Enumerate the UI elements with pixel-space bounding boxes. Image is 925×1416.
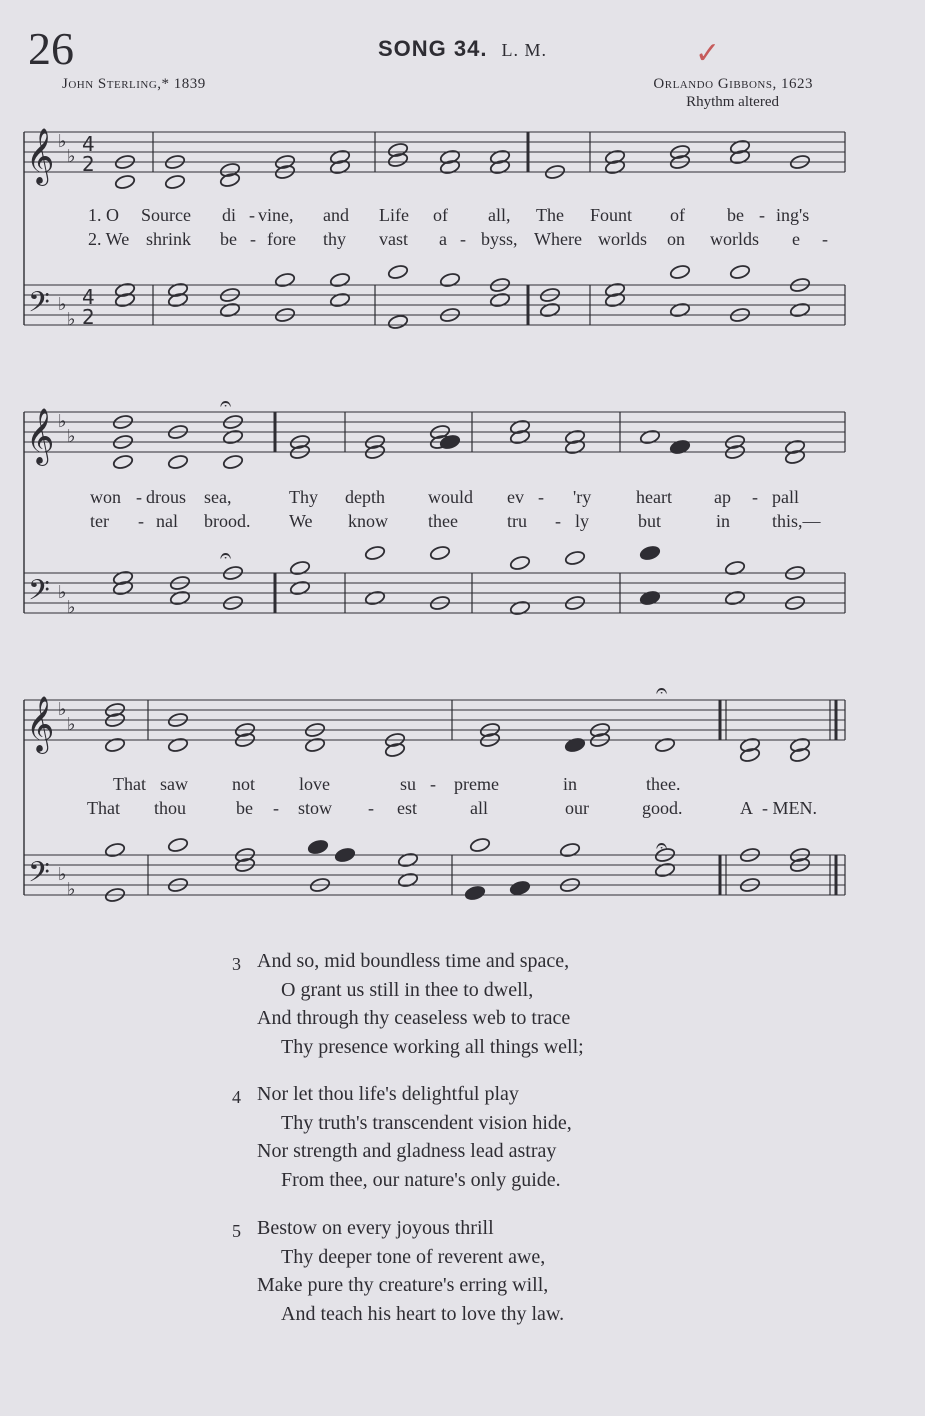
lyric-syllable: pall: [772, 487, 799, 507]
note-head: [219, 302, 240, 318]
note-head: [387, 314, 408, 330]
lyric-syllable: not: [232, 774, 256, 794]
lyric-syllable: ev: [507, 487, 524, 507]
lyric-syllable: in: [716, 511, 731, 531]
lyric-syllable: That: [87, 798, 120, 818]
stanza-line: From thee, our nature's only guide.: [281, 1168, 561, 1191]
lyric-syllable: - MEN.: [762, 798, 817, 818]
note-head: [464, 885, 485, 901]
stanza-number: 3: [232, 954, 241, 974]
note-head: [654, 737, 675, 753]
lyric-syllable: -: [555, 511, 561, 531]
note-head: [364, 590, 385, 606]
lyric-syllable: all,: [488, 205, 511, 225]
lyric-syllable: of: [433, 205, 448, 225]
note-head: [104, 842, 125, 858]
lyric-syllable: thee.: [646, 774, 681, 794]
note-head: [167, 837, 188, 853]
lyric-syllable: of: [670, 205, 685, 225]
fermata-icon: 𝄐: [656, 678, 668, 702]
lyric-syllable: drous: [146, 487, 186, 507]
lyric-syllable: Thy: [289, 487, 318, 507]
note-head: [112, 454, 133, 470]
stanza-line: And teach his heart to love thy law.: [281, 1302, 565, 1325]
note-head: [539, 302, 560, 318]
lyric-syllable: all: [470, 798, 488, 818]
note-head: [222, 429, 243, 445]
lyric-syllable: but: [638, 511, 662, 531]
lyric-syllable: -: [273, 798, 279, 818]
stanza-line: Thy deeper tone of reverent awe,: [281, 1245, 546, 1268]
treble-clef: 𝄞: [26, 128, 55, 184]
note-head: [509, 555, 530, 571]
lyric-syllable: est: [397, 798, 417, 818]
note-head: [289, 560, 310, 576]
note-head: [564, 550, 585, 566]
note-head: [489, 292, 510, 308]
note-head: [469, 837, 490, 853]
lyric-syllable: We: [289, 511, 313, 531]
lyric-syllable: worlds: [598, 229, 647, 249]
lyric-syllable: -: [822, 229, 828, 249]
note-head: [164, 174, 185, 190]
bass-clef: 𝄢: [28, 574, 50, 614]
note-head: [669, 264, 690, 280]
note-head: [564, 737, 585, 753]
lyric-syllable: worlds: [710, 229, 759, 249]
lyric-syllable: in: [563, 774, 578, 794]
flat-sign: ♭: [58, 699, 67, 720]
lyric-syllable: sea,: [204, 487, 232, 507]
stanza-number: 4: [232, 1087, 241, 1107]
lyric-syllable: and: [323, 205, 349, 225]
lyric-syllable: thee: [428, 511, 458, 531]
lyric-syllable: thou: [154, 798, 187, 818]
time-signature-top: 4: [82, 285, 95, 309]
lyric-syllable: saw: [160, 774, 188, 794]
composer-note: Rhythm altered: [686, 94, 779, 110]
author-credit: John Sterling,* 1839: [62, 76, 206, 92]
stanza-line: And through thy ceaseless web to trace: [257, 1007, 571, 1029]
note-head: [724, 560, 745, 576]
time-signature-top: 4: [82, 132, 95, 156]
lyric-syllable: -: [250, 229, 256, 249]
treble-clef: 𝄞: [26, 696, 55, 752]
lyric-syllable: brood.: [204, 511, 251, 531]
page-number: 26: [28, 23, 74, 74]
lyric-syllable: good.: [642, 798, 683, 818]
stanza-line: O grant us still in thee to dwell,: [281, 978, 534, 1001]
lyric-syllable: -: [759, 205, 765, 225]
note-head: [397, 852, 418, 868]
lyric-syllable: our: [565, 798, 589, 818]
note-head: [559, 842, 580, 858]
lyric-syllable: vine,: [258, 205, 294, 225]
lyric-syllable: heart: [636, 487, 672, 507]
lyric-syllable: 2. We: [88, 229, 130, 249]
song-meter: L. M.: [501, 40, 547, 60]
note-head: [304, 737, 325, 753]
stanza-line: Nor strength and gladness lead astray: [257, 1140, 557, 1162]
note-head: [789, 302, 810, 318]
lyric-syllable: su: [400, 774, 417, 794]
stanza-line: Nor let thou life's delightful play: [257, 1083, 519, 1105]
song-number: SONG 34.: [378, 36, 488, 61]
lyric-syllable: Where: [534, 229, 582, 249]
note-head: [289, 580, 310, 596]
lyric-syllable: love: [299, 774, 330, 794]
flat-sign: ♭: [58, 131, 67, 152]
composer-credit: Orlando Gibbons, 1623: [653, 76, 813, 92]
note-head: [329, 272, 350, 288]
lyric-syllable: -: [136, 487, 142, 507]
treble-clef: 𝄞: [26, 408, 55, 464]
lyric-syllable: on: [667, 229, 685, 249]
lyric-syllable: The: [536, 205, 564, 225]
lyric-syllable: That: [113, 774, 146, 794]
lyric-syllable: nal: [156, 511, 178, 531]
flat-sign: ♭: [58, 864, 67, 885]
time-signature-bottom: 2: [82, 305, 95, 329]
note-head: [167, 737, 188, 753]
lyric-syllable: be: [236, 798, 253, 818]
note-head: [222, 454, 243, 470]
lyric-syllable: A: [740, 798, 753, 818]
note-head: [729, 264, 750, 280]
lyric-syllable: -: [249, 205, 255, 225]
flat-sign: ♭: [67, 309, 76, 330]
stanza-number: 5: [232, 1221, 241, 1241]
note-head: [387, 264, 408, 280]
lyric-syllable: would: [428, 487, 473, 507]
note-head: [114, 174, 135, 190]
lyric-syllable: depth: [345, 487, 385, 507]
lyric-syllable: -: [752, 487, 758, 507]
note-head: [364, 545, 385, 561]
stanza-line: Make pure thy creature's erring will,: [257, 1274, 549, 1296]
lyric-syllable: ap: [714, 487, 731, 507]
lyric-syllable: be: [220, 229, 237, 249]
lyric-syllable: fore: [267, 229, 296, 249]
note-head: [329, 292, 350, 308]
lyric-syllable: byss,: [481, 229, 518, 249]
lyric-syllable: -: [430, 774, 436, 794]
lyric-syllable: -: [368, 798, 374, 818]
bass-clef: 𝄢: [28, 856, 50, 896]
lyric-syllable: Source: [141, 205, 191, 225]
lyric-syllable: di: [222, 205, 237, 225]
note-head: [509, 880, 530, 896]
lyric-syllable: won: [90, 487, 121, 507]
flat-sign: ♭: [67, 714, 76, 735]
note-head: [334, 847, 355, 863]
lyric-syllable: be: [727, 205, 744, 225]
lyric-syllable: a: [439, 229, 447, 249]
lyric-syllable: this,—: [772, 511, 821, 531]
lyric-syllable: thy: [323, 229, 347, 249]
note-head: [274, 272, 295, 288]
flat-sign: ♭: [67, 146, 76, 167]
lyric-syllable: Fount: [590, 205, 633, 225]
lyric-syllable: 1. O: [88, 205, 119, 225]
stanza-line: Thy presence working all things well;: [281, 1035, 584, 1058]
lyric-syllable: -: [460, 229, 466, 249]
bass-clef: 𝄢: [28, 286, 50, 326]
lyric-syllable: stow: [298, 798, 333, 818]
lyric-syllable: ter: [90, 511, 109, 531]
stanza-line: And so, mid boundless time and space,: [257, 950, 570, 972]
flat-sign: ♭: [58, 411, 67, 432]
lyric-syllable: preme: [454, 774, 499, 794]
note-head: [639, 545, 660, 561]
flat-sign: ♭: [67, 426, 76, 447]
pencil-check-mark: ✓: [695, 37, 721, 70]
note-head: [169, 590, 190, 606]
fermata-icon: 𝄐: [656, 833, 668, 857]
lyric-syllable: ly: [575, 511, 590, 531]
lyric-syllable: shrink: [146, 229, 191, 249]
note-head: [439, 272, 460, 288]
lyric-syllable: -: [538, 487, 544, 507]
note-head: [509, 600, 530, 616]
note-head: [429, 545, 450, 561]
lyric-syllable: vast: [379, 229, 408, 249]
flat-sign: ♭: [58, 294, 67, 315]
flat-sign: ♭: [67, 879, 76, 900]
note-head: [669, 302, 690, 318]
note-head: [397, 872, 418, 888]
note-head: [669, 439, 690, 455]
lyric-syllable: e: [792, 229, 800, 249]
lyric-syllable: ing's: [776, 205, 810, 225]
note-head: [639, 590, 660, 606]
note-head: [167, 454, 188, 470]
stanza-line: Thy truth's transcendent vision hide,: [281, 1111, 572, 1134]
lyric-syllable: know: [348, 511, 388, 531]
lyric-syllable: Life: [379, 205, 409, 225]
flat-sign: ♭: [67, 597, 76, 618]
fermata-icon: 𝄐: [220, 391, 232, 415]
lyric-syllable: 'ry: [573, 487, 592, 507]
note-head: [639, 429, 660, 445]
time-signature-bottom: 2: [82, 152, 95, 176]
fermata-icon: 𝄐: [220, 543, 232, 567]
note-head: [654, 862, 675, 878]
flat-sign: ♭: [58, 582, 67, 603]
note-head: [724, 590, 745, 606]
lyric-syllable: -: [138, 511, 144, 531]
note-head: [104, 737, 125, 753]
lyric-syllable: tru: [507, 511, 527, 531]
note-head: [307, 839, 328, 855]
stanza-line: Bestow on every joyous thrill: [257, 1217, 494, 1239]
